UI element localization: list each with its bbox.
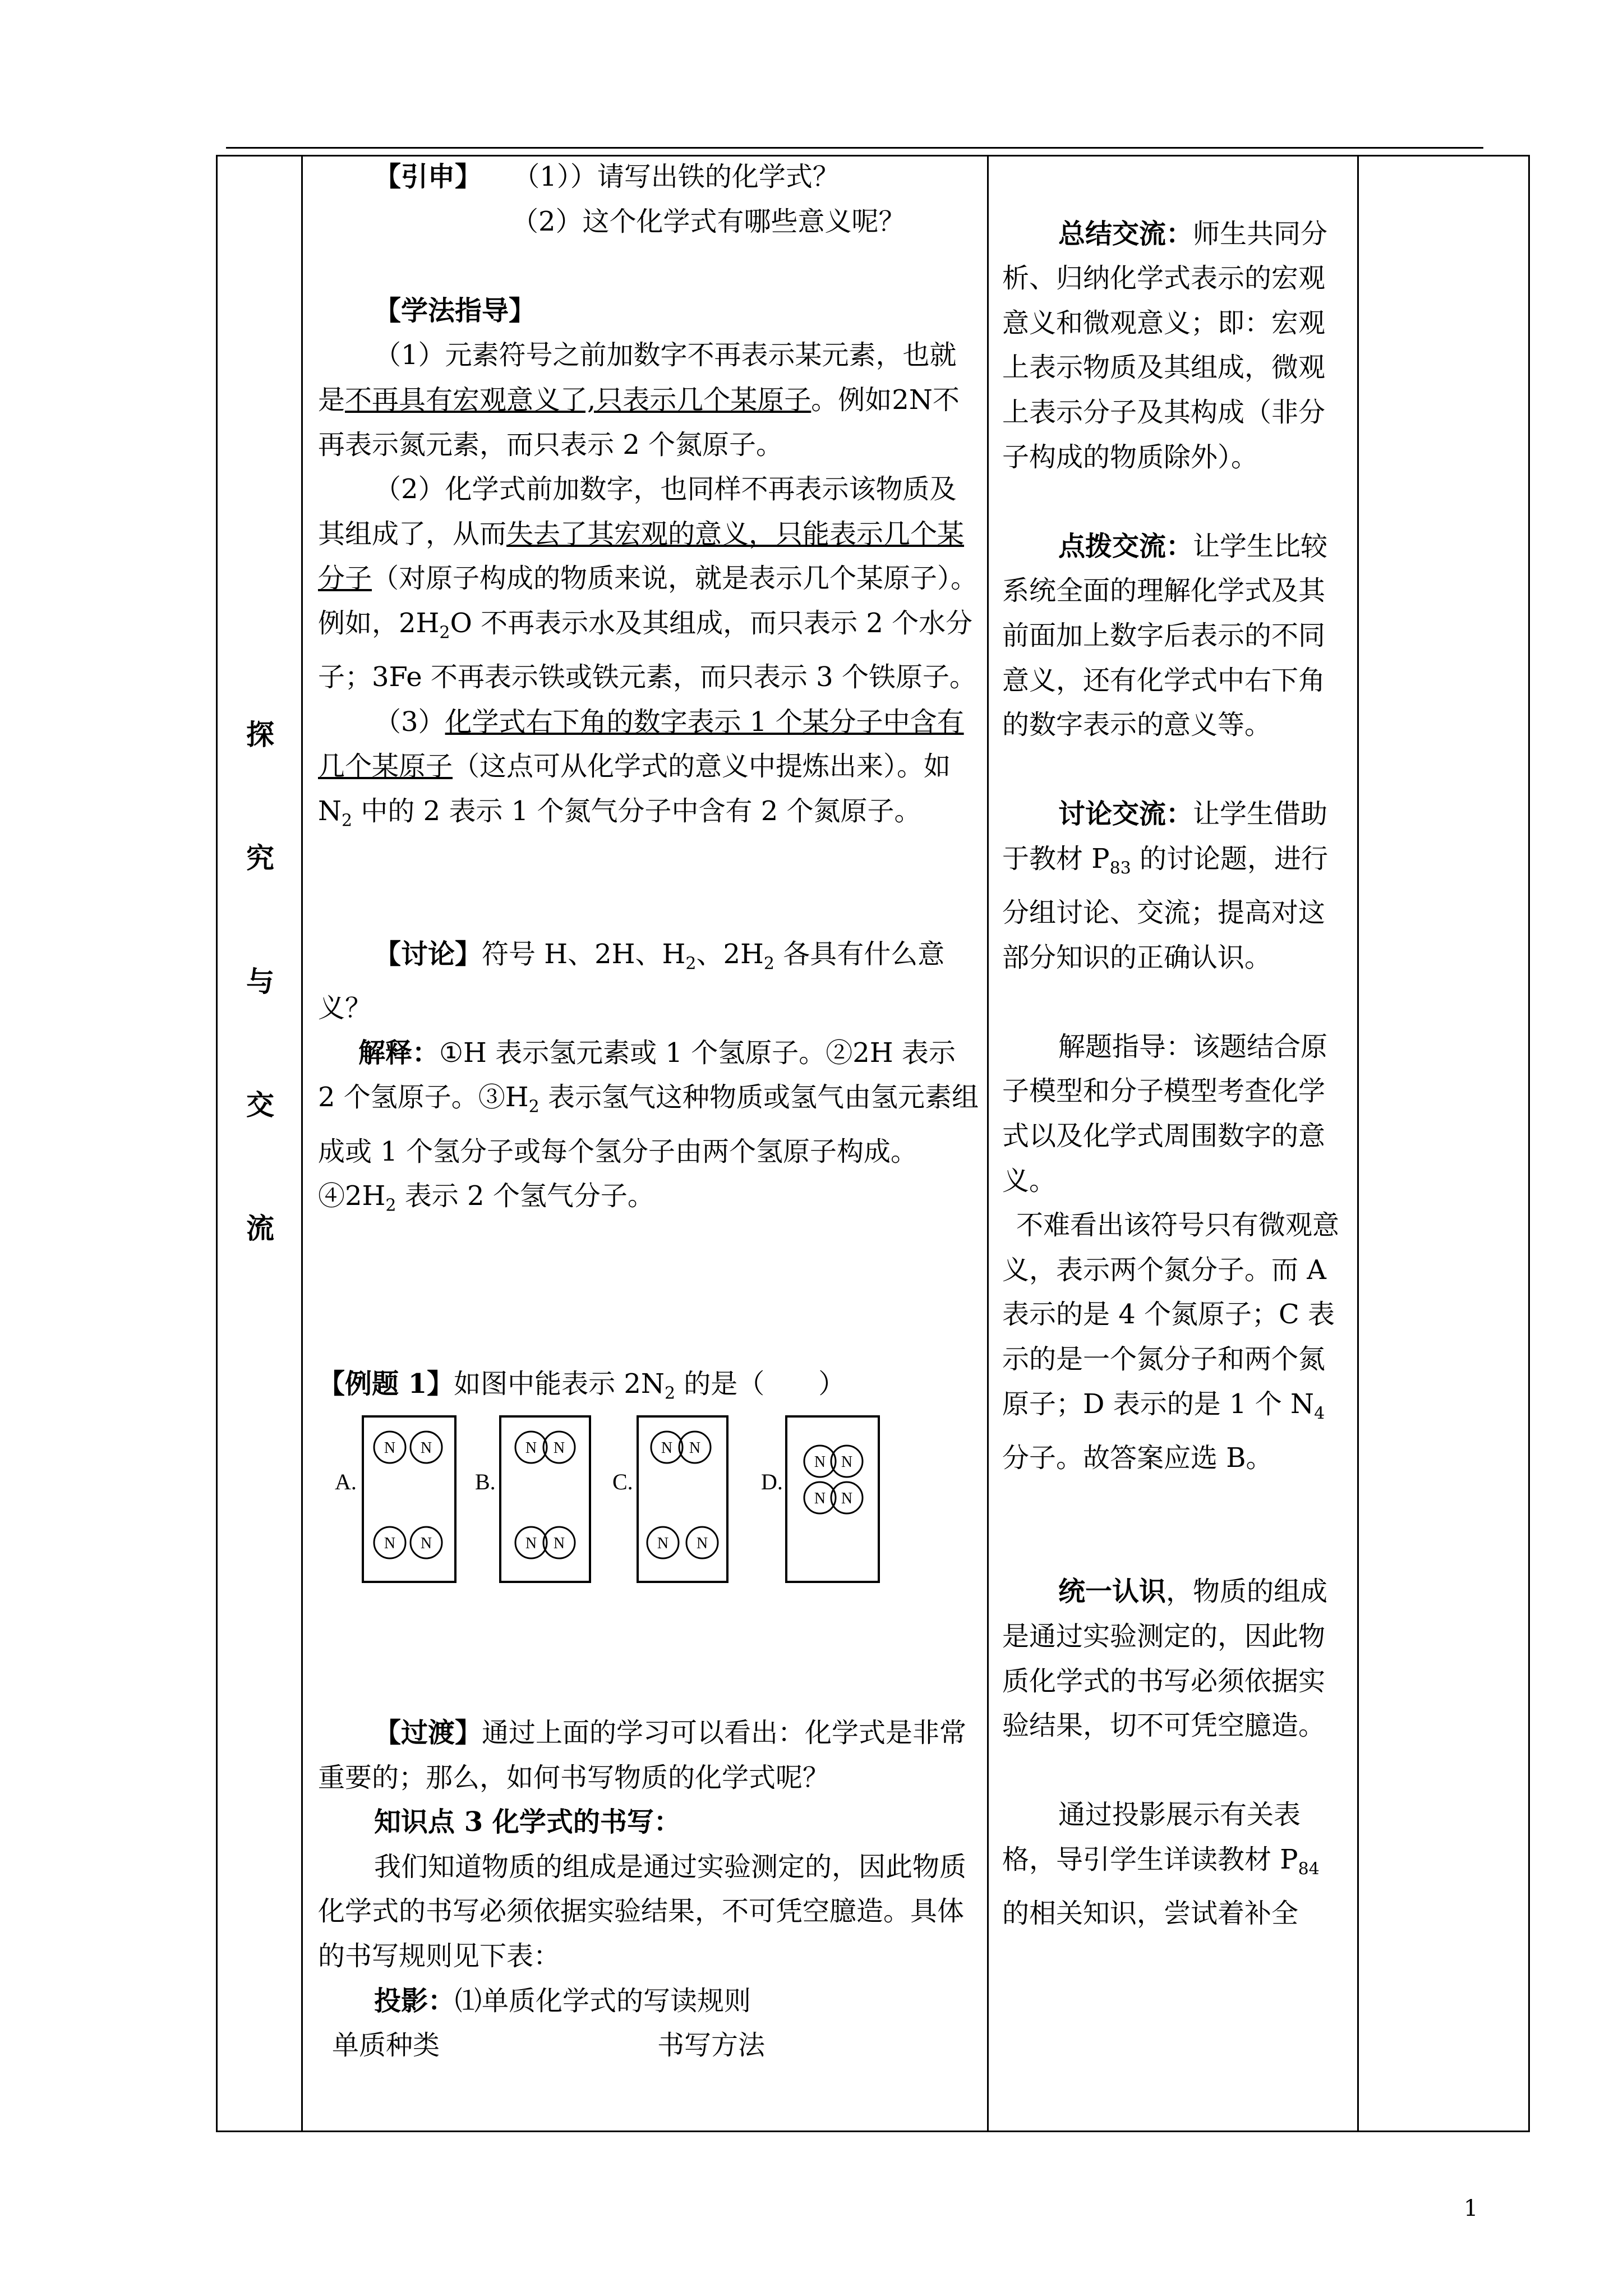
method-2-text-b: （对原子构成的物质来说，就是表示几个某原子）。例如，2H	[318, 563, 978, 639]
table-header-type: 单质种类	[332, 2030, 440, 2062]
solution-text-b: 分子。故答案应选 B。	[1002, 1442, 1273, 1474]
atom-label: N	[841, 1490, 853, 1507]
method-1-text-a: （1）元素符号之前加数字不再表示某元素，也就是	[318, 339, 957, 416]
discussion-sub-2: 2	[763, 954, 774, 974]
xuefa-label: 【学法指导】	[374, 295, 536, 326]
explanation-label: 解释：	[358, 1037, 440, 1069]
summary-text: 师生共同分析、归纳化学式表示的宏观意义和微观意义；即：宏观上表示物质及其组成，微观上表示分子及其构成（非分子构成的物质除外）。	[1002, 218, 1328, 473]
example-text-b: 的是（ ）	[675, 1368, 846, 1400]
knowledge-point-3-text: 我们知道物质的组成是通过实验测定的，因此物质化学式的书写必须依据实验结果，不可凭空臆造。具体的书写规则见下表：	[318, 1851, 967, 1972]
example-sub: 2	[664, 1383, 676, 1404]
guidance-text: 让学生比较系统全面的理解化学式及其前面加上数字后表示的不同意义，还有化学式中右下角的数字表示的意义等。	[1002, 530, 1328, 741]
side-label-1: 探	[246, 718, 274, 751]
table-header-method: 书写方法	[657, 2030, 766, 2062]
example-label: 【例题 1】	[318, 1368, 454, 1400]
explanation-sub-2: 2	[385, 1195, 396, 1216]
unified-label: 统一认识	[1058, 1576, 1166, 1608]
side-label-5: 流	[246, 1212, 274, 1245]
unified-understanding	[1002, 1570, 1343, 1748]
header-rule	[226, 147, 1483, 149]
solution-text-a: 不难看出该符号只有微观意义，表示两个氮分子。而 A 表示的是 4 个氮原子；C 表示的是一个氮分子和两个氮原子；D 表示的是 1 个 N	[1002, 1209, 1340, 1420]
transition-label: 【过渡】	[374, 1717, 482, 1749]
atom-label: N	[525, 1439, 537, 1457]
atom-label: N	[661, 1439, 673, 1457]
method-2-text-c: O 不再表示水及其组成，而只表示 2 个水分子；3Fe 不再表示铁或铁元素，而只表示 3 个铁原子。	[318, 607, 976, 693]
projection-guide-text-a: 通过投影展示有关表格，导引学生详读教材 P	[1002, 1799, 1301, 1875]
table-col-divider-3	[1357, 155, 1359, 2132]
atom-label: N	[689, 1439, 701, 1457]
left-content	[318, 155, 980, 1416]
atom-label: N	[553, 1535, 565, 1552]
atom-label: N	[696, 1535, 708, 1552]
method-1-text-b: 。例如2N不再表示氮元素，而只表示 2 个氮原子。	[318, 384, 960, 461]
option-c-box	[638, 1416, 727, 1582]
method-3-text-a: （3）	[374, 706, 445, 738]
discussion-exchange	[1002, 792, 1343, 980]
side-label-3: 与	[246, 965, 274, 998]
table-header-row	[318, 2023, 980, 2068]
option-a-atoms	[374, 1432, 442, 1558]
projection-guide-sub: 84	[1298, 1859, 1320, 1879]
solution-sub: 4	[1314, 1404, 1325, 1424]
projection	[318, 1979, 980, 2024]
knowledge-point-3: 知识点 3 化学式的书写：	[374, 1806, 681, 1838]
discussion	[318, 932, 980, 1031]
atom-label: N	[525, 1535, 537, 1552]
summary-exchange	[1002, 212, 1343, 480]
method-point-3	[318, 700, 980, 843]
option-b-atoms	[515, 1432, 575, 1558]
explanation-text-a: ①H 表示氢元素或 1 个氢原子。②2H 表示 2 个氢原子。③H	[318, 1037, 956, 1114]
explanation-text-c: 表示 2 个氢气分子。	[396, 1180, 654, 1212]
method-2-sub: 2	[439, 623, 450, 643]
unified-text: ，物质的组成是通过实验测定的，因此物质化学式的书写必须依据实验结果，切不可凭空臆造。	[1002, 1576, 1328, 1742]
method-3-sub: 2	[342, 811, 353, 831]
method-2-underline: 失去了其宏观的意义，只能表示几个某分子	[318, 518, 965, 595]
discussion-sub-1: 2	[685, 954, 697, 974]
atom-label: N	[553, 1439, 565, 1457]
option-a	[335, 1416, 455, 1582]
method-2-text-a: （2）化学式前加数字，也同样不再表示该物质及其组成了，从而	[318, 473, 957, 550]
option-d-box	[786, 1416, 879, 1582]
explanation-text-b: 表示氢气这种物质或氢气由氢元素组成或 1 个氢分子或每个氢分子由两个氢原子构成。④2H	[318, 1082, 979, 1212]
atom-label: N	[657, 1535, 669, 1552]
yinshen-q1: （1））请写出铁的化学式？	[513, 161, 840, 192]
atom-label: N	[814, 1490, 826, 1507]
discussion-exchange-label: 讨论交流：	[1058, 798, 1193, 830]
transition-text: 通过上面的学习可以看出：化学式是非常重要的；那么，如何书写物质的化学式呢？	[318, 1717, 967, 1793]
method-3-text-c: 中的 2 表示 1 个氮气分子中含有 2 个氮原子。	[352, 795, 921, 827]
projection-label: 投影：	[374, 1985, 455, 2017]
side-label-2: 究	[246, 841, 274, 875]
atom-label: N	[384, 1439, 396, 1457]
table-bottom-border	[216, 2131, 1530, 2132]
yinshen-label: 【引申】	[374, 161, 482, 192]
yinshen-q2: （2）这个化学式有哪些意义呢？	[511, 205, 906, 237]
table-col-divider-2	[987, 155, 989, 2132]
table-right-border	[1528, 155, 1530, 2132]
projection-guide	[1002, 1793, 1343, 1936]
side-label-4: 交	[246, 1088, 274, 1121]
option-d-atoms	[804, 1446, 863, 1513]
yinshen-line-1	[318, 155, 980, 200]
transition	[318, 1711, 980, 1800]
discussion-text-a: 符号 H、2H、H	[482, 938, 686, 970]
left-content-lower	[318, 1711, 980, 2068]
right-content	[1002, 167, 1343, 1936]
guidance-exchange	[1002, 524, 1343, 748]
method-3-underline: 化学式右下角的数字表示 1 个某分子中含有几个某原子	[318, 706, 964, 783]
discussion-exchange-text-b: 的讨论题，进行分组讨论、交流；提高对这部分知识的正确认识。	[1002, 843, 1329, 973]
option-d	[761, 1416, 879, 1582]
discussion-exchange-sub: 83	[1109, 858, 1131, 878]
atom-label: N	[420, 1535, 432, 1552]
option-c	[612, 1416, 727, 1582]
option-a-label: A.	[335, 1469, 357, 1494]
projection-text: ⑴单质化学式的写读规则	[455, 1985, 751, 2017]
projection-guide-text-b: 的相关知识，尝试着补全	[1002, 1898, 1299, 1930]
method-3-text-b: （这点可从化学式的意义中提炼出来）。如 N	[318, 751, 951, 827]
discussion-exchange-text-a: 让学生借助于教材 P	[1002, 798, 1328, 875]
option-b-label: B.	[475, 1469, 496, 1494]
table-left-border	[216, 155, 218, 2132]
atom-label: N	[384, 1535, 396, 1552]
solution-explanation	[1002, 1203, 1343, 1480]
example-text-a: 如图中能表示 2N	[454, 1368, 665, 1400]
atom-label: N	[814, 1453, 826, 1471]
explanation-sub-1: 2	[528, 1097, 540, 1117]
option-d-label: D.	[761, 1469, 783, 1494]
guidance-label: 点拨交流：	[1058, 530, 1193, 562]
table-col-divider-1	[301, 155, 303, 2132]
solution-guide: 解题指导：该题结合原子模型和分子模型考查化学式以及化学式周围数字的意义。	[1002, 1030, 1328, 1197]
discussion-text-b: 、2H	[696, 938, 764, 970]
explanation	[318, 1031, 980, 1228]
page-number: 1	[1464, 2196, 1478, 2221]
option-b	[475, 1416, 590, 1582]
method-point-2	[318, 467, 980, 700]
discussion-label: 【讨论】	[374, 938, 482, 970]
atom-label: N	[420, 1439, 432, 1457]
option-c-atoms	[647, 1432, 718, 1558]
summary-label: 总结交流：	[1058, 218, 1193, 250]
method-point-1	[318, 333, 980, 467]
option-c-label: C.	[612, 1469, 633, 1494]
discussion-text-c: 各具有什么意义？	[318, 938, 945, 1024]
atom-label: N	[841, 1453, 853, 1471]
method-1-underline: 不再具有宏观意义了,只表示几个某原子	[345, 384, 811, 416]
